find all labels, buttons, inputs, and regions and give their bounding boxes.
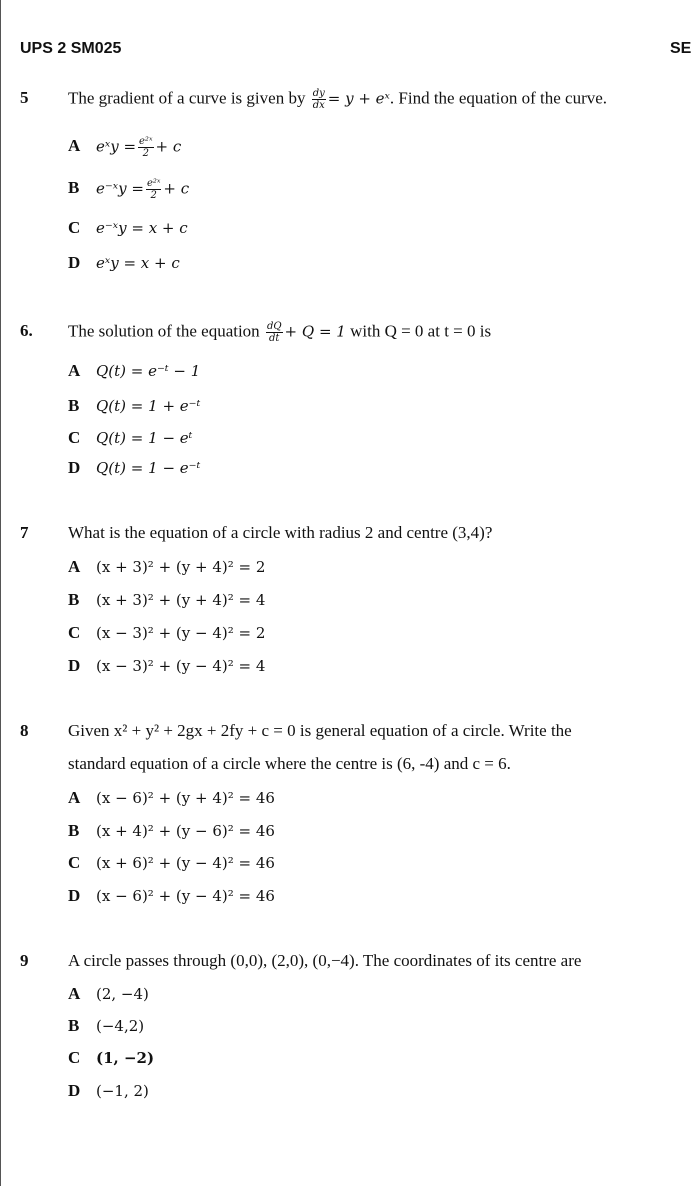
math: + Q = 1	[284, 322, 346, 341]
option-letter: C	[68, 853, 81, 872]
option-letter: C	[68, 1048, 81, 1067]
option-value: Q(t) = 1 − eᵗ	[96, 429, 193, 447]
lhs: e⁻ˣy =	[96, 179, 144, 198]
option-letter: C	[68, 218, 81, 237]
numerator: e²ˣ	[146, 178, 161, 189]
page-left-border	[0, 0, 1, 1186]
option-letter: D	[68, 886, 81, 905]
option-value: (x + 3)² + (y + 4)² = 4	[96, 591, 266, 609]
option-value: Q(t) = e⁻ᵗ − 1	[96, 362, 201, 380]
question-number: 9	[20, 951, 29, 970]
header-right-label: SE	[670, 40, 692, 57]
option-letter: A	[68, 361, 81, 380]
option-letter: D	[68, 656, 81, 675]
question-text: Given x² + y² + 2gx + 2fy + c = 0 is general equation of a circle. Write the	[68, 721, 572, 740]
option-letter: B	[68, 821, 80, 840]
question-number: 8	[20, 721, 29, 740]
text: with Q = 0 at t = 0 is	[345, 321, 492, 341]
fraction	[138, 136, 153, 159]
option-letter: C	[68, 623, 81, 642]
option-value: (x − 3)² + (y − 4)² = 4	[96, 657, 266, 675]
option-letter: D	[68, 253, 81, 272]
denominator: dt	[269, 333, 280, 344]
denominator: 2	[150, 190, 157, 201]
question-text: A circle passes through (0,0), (2,0), (0,−4). The coordinates of its centre are	[68, 951, 582, 970]
option-value: Q(t) = 1 + e⁻ᵗ	[96, 397, 201, 415]
fraction	[266, 321, 283, 344]
text: . Find the equation of the curve.	[389, 88, 608, 108]
option-value: (x − 6)² + (y − 4)² = 46	[96, 887, 275, 905]
text: The solution of the equation	[68, 321, 264, 341]
option-value: (−1, 2)	[96, 1082, 149, 1100]
rhs: + c	[163, 179, 190, 198]
text: The gradient of a curve is given by	[68, 88, 310, 108]
numerator: dQ	[266, 321, 282, 332]
question-number: 7	[20, 523, 29, 542]
option-value: eˣy = x + c	[96, 254, 180, 272]
option-letter: D	[68, 1081, 81, 1100]
header-course-code: UPS 2 SM025	[20, 40, 122, 57]
option-letter: A	[68, 984, 81, 1003]
option-value: (x + 4)² + (y − 6)² = 46	[96, 822, 275, 840]
numerator: e²ˣ	[139, 136, 153, 147]
rhs: + c	[155, 137, 182, 156]
option-letter: B	[68, 1016, 80, 1035]
option-value: Q(t) = 1 − e⁻ᵗ	[96, 459, 201, 477]
option-letter: A	[68, 557, 81, 576]
question-text	[68, 88, 607, 111]
option-letter: C	[68, 428, 81, 447]
option-value: (x + 3)² + (y + 4)² = 2	[96, 558, 266, 576]
option-value: (x − 6)² + (y + 4)² = 46	[96, 789, 275, 807]
option-value: (1, −2)	[96, 1049, 155, 1067]
question-text	[68, 321, 491, 344]
option-value: e⁻ˣy = x + c	[96, 219, 188, 237]
denominator: dx	[312, 100, 325, 111]
option-letter: B	[68, 178, 80, 197]
question-text: standard equation of a circle where the centre is (6, -4) and c = 6.	[68, 754, 511, 773]
option-letter: A	[68, 788, 81, 807]
option-value: (2, −4)	[96, 985, 149, 1003]
fraction	[312, 88, 326, 111]
fraction	[146, 178, 161, 201]
option-letter: B	[68, 590, 80, 609]
option-value: (−4,2)	[96, 1017, 145, 1035]
option-letter: D	[68, 458, 81, 477]
question-text: What is the equation of a circle with radius 2 and centre (3,4)?	[68, 523, 493, 542]
denominator: 2	[142, 148, 149, 159]
option-value	[96, 178, 189, 201]
question-number: 6.	[20, 321, 33, 340]
option-value: (x + 6)² + (y − 4)² = 46	[96, 854, 275, 872]
option-letter: B	[68, 396, 80, 415]
math: = y + eˣ	[327, 89, 390, 108]
option-value	[96, 136, 181, 159]
question-number: 5	[20, 88, 29, 107]
option-letter: A	[68, 136, 81, 155]
option-value: (x − 3)² + (y − 4)² = 2	[96, 624, 266, 642]
lhs: eˣy =	[96, 137, 137, 156]
numerator: dy	[312, 88, 325, 99]
